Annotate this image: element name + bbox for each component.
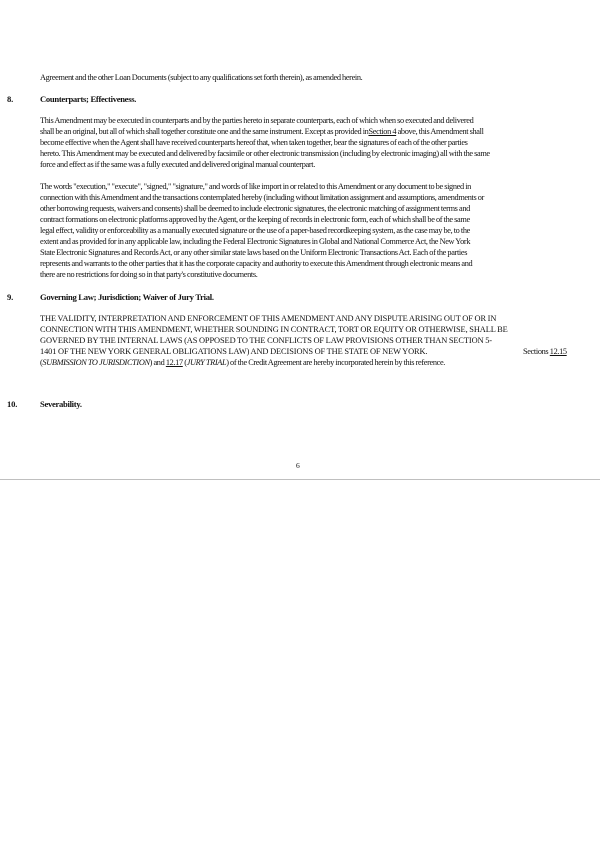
submission-to-jurisdiction: SUBMISSION TO JURISDICTION: [42, 358, 150, 367]
s8-p1-line-4: hereto. This Amendment may be executed and delivered by facsimile or other electronic transmission (including by electronic imaging) all with the same: [40, 149, 490, 158]
s8-p2-line-3: other borrowing requests, waivers and consents) shall be deemed to include electronic signatures, the electronic matching of assignment terms and: [40, 204, 470, 213]
s9-caps-line-4-text: 1401 OF THE NEW YORK GENERAL OBLIGATIONS LAW) AND DECISIONS OF THE STATE OF NEW YORK.: [40, 347, 428, 356]
s9-and: ) and: [149, 358, 166, 367]
page-divider: [0, 479, 600, 480]
section-8-heading: Counterparts; Effectiveness.: [40, 94, 137, 104]
s9-caps-line-4: [40, 346, 428, 357]
s8-p1-line-2-tail: above, this Amendment shall: [396, 127, 484, 136]
s8-p2-line-7: State Electronic Signatures and Records Act, or any other similar state laws based on the Uniform Electronic Transactions Act. Each of the parties: [40, 248, 468, 257]
s8-p1-line-2-text: shall be an original, but all of which shall together constitute one and the same instrument. Except as provided in: [40, 127, 369, 136]
s8-p1-line-1: This Amendment may be executed in counterparts and by the parties hereto in separate counterparts, each of which when so executed and delivered: [40, 116, 474, 125]
s9-paren-open: (: [182, 358, 187, 367]
s9-sections-ref: [523, 346, 567, 357]
s8-p2-line-4: contract formations on electronic platforms approved by the Agent, or the keeping of records in electronic form, each of which shall be of the same: [40, 215, 470, 224]
section-12-17-link[interactable]: 12.17: [165, 358, 183, 367]
section-9-number: 9.: [7, 292, 14, 302]
s8-p2-line-9: there are no restrictions for doing so in that party's constitutive documents.: [40, 270, 258, 279]
section-8-number: 8.: [7, 94, 14, 104]
s8-p2-line-6: extent and as provided for in any applicable law, including the Federal Electronic Signatures in Global and National Commerce Act, the New York: [40, 237, 471, 246]
s9-last-tail: ) of the Credit Agreement are hereby incorporated herein by this reference.: [226, 358, 446, 367]
s9-last-line: (SUBMISSION TO JURISDICTION) and 12.17 (JURY TRIAL) of the Credit Agreement are hereby incorporated herein by this reference.: [40, 358, 446, 367]
section-12-15-link[interactable]: 12.15: [549, 347, 567, 356]
s9-caps-line-1: THE VALIDITY, INTERPRETATION AND ENFORCEMENT OF THIS AMENDMENT AND ANY DISPUTE ARISING OUT OF OR IN: [40, 314, 497, 323]
s8-p2-line-8: represents and warrants to the other parties that it has the corporate capacity and authority to execute this Amendment through electronic means and: [40, 259, 473, 268]
section-10-number: 10.: [7, 399, 18, 409]
s8-p2-line-1: The words "execution," "execute", "signed," "signature," and words of like import in or related to this Amendment or any document to be signed in: [40, 182, 471, 191]
s8-p2-line-2: connection with this Amendment and the transactions contemplated hereby (including without limitation assignment and assumptions, amendments or: [40, 193, 485, 202]
s8-p1-line-5: force and effect as if the same was a fully executed and delivered original manual counterpart.: [40, 160, 315, 169]
s9-caps-line-3: GOVERNED BY THE INTERNAL LAWS (AS OPPOSED TO THE CONFLICTS OF LAW PROVISIONS OTHER THAN SECTION 5-: [40, 336, 492, 345]
jury-trial: JURY TRIAL: [186, 358, 227, 367]
s9-caps-line-2: CONNECTION WITH THIS AMENDMENT, WHETHER SOUNDING IN CONTRACT, TORT OR EQUITY OR OTHERWISE, SHALL BE: [40, 325, 508, 334]
page-number: 6: [296, 461, 300, 470]
sections-label: Sections: [523, 347, 549, 356]
s8-p2-line-5: legal effect, validity or enforceability as a manually executed signature or the use of a paper-based recordkeeping system, as the case may be, to the: [40, 226, 470, 235]
section-4-link[interactable]: Section 4: [368, 127, 397, 136]
s8-p1-line-3: become effective when the Agent shall have received counterparts hereof that, when taken together, bear the signatures of each of the other parties: [40, 138, 468, 147]
s8-p1-line-2: [40, 126, 484, 137]
continuation-line: Agreement and the other Loan Documents (subject to any qualifications set forth therein), as amended herein.: [40, 73, 363, 82]
section-9-heading: Governing Law; Jurisdiction; Waiver of Jury Trial.: [40, 292, 214, 302]
section-10-heading: Severability.: [40, 399, 82, 409]
